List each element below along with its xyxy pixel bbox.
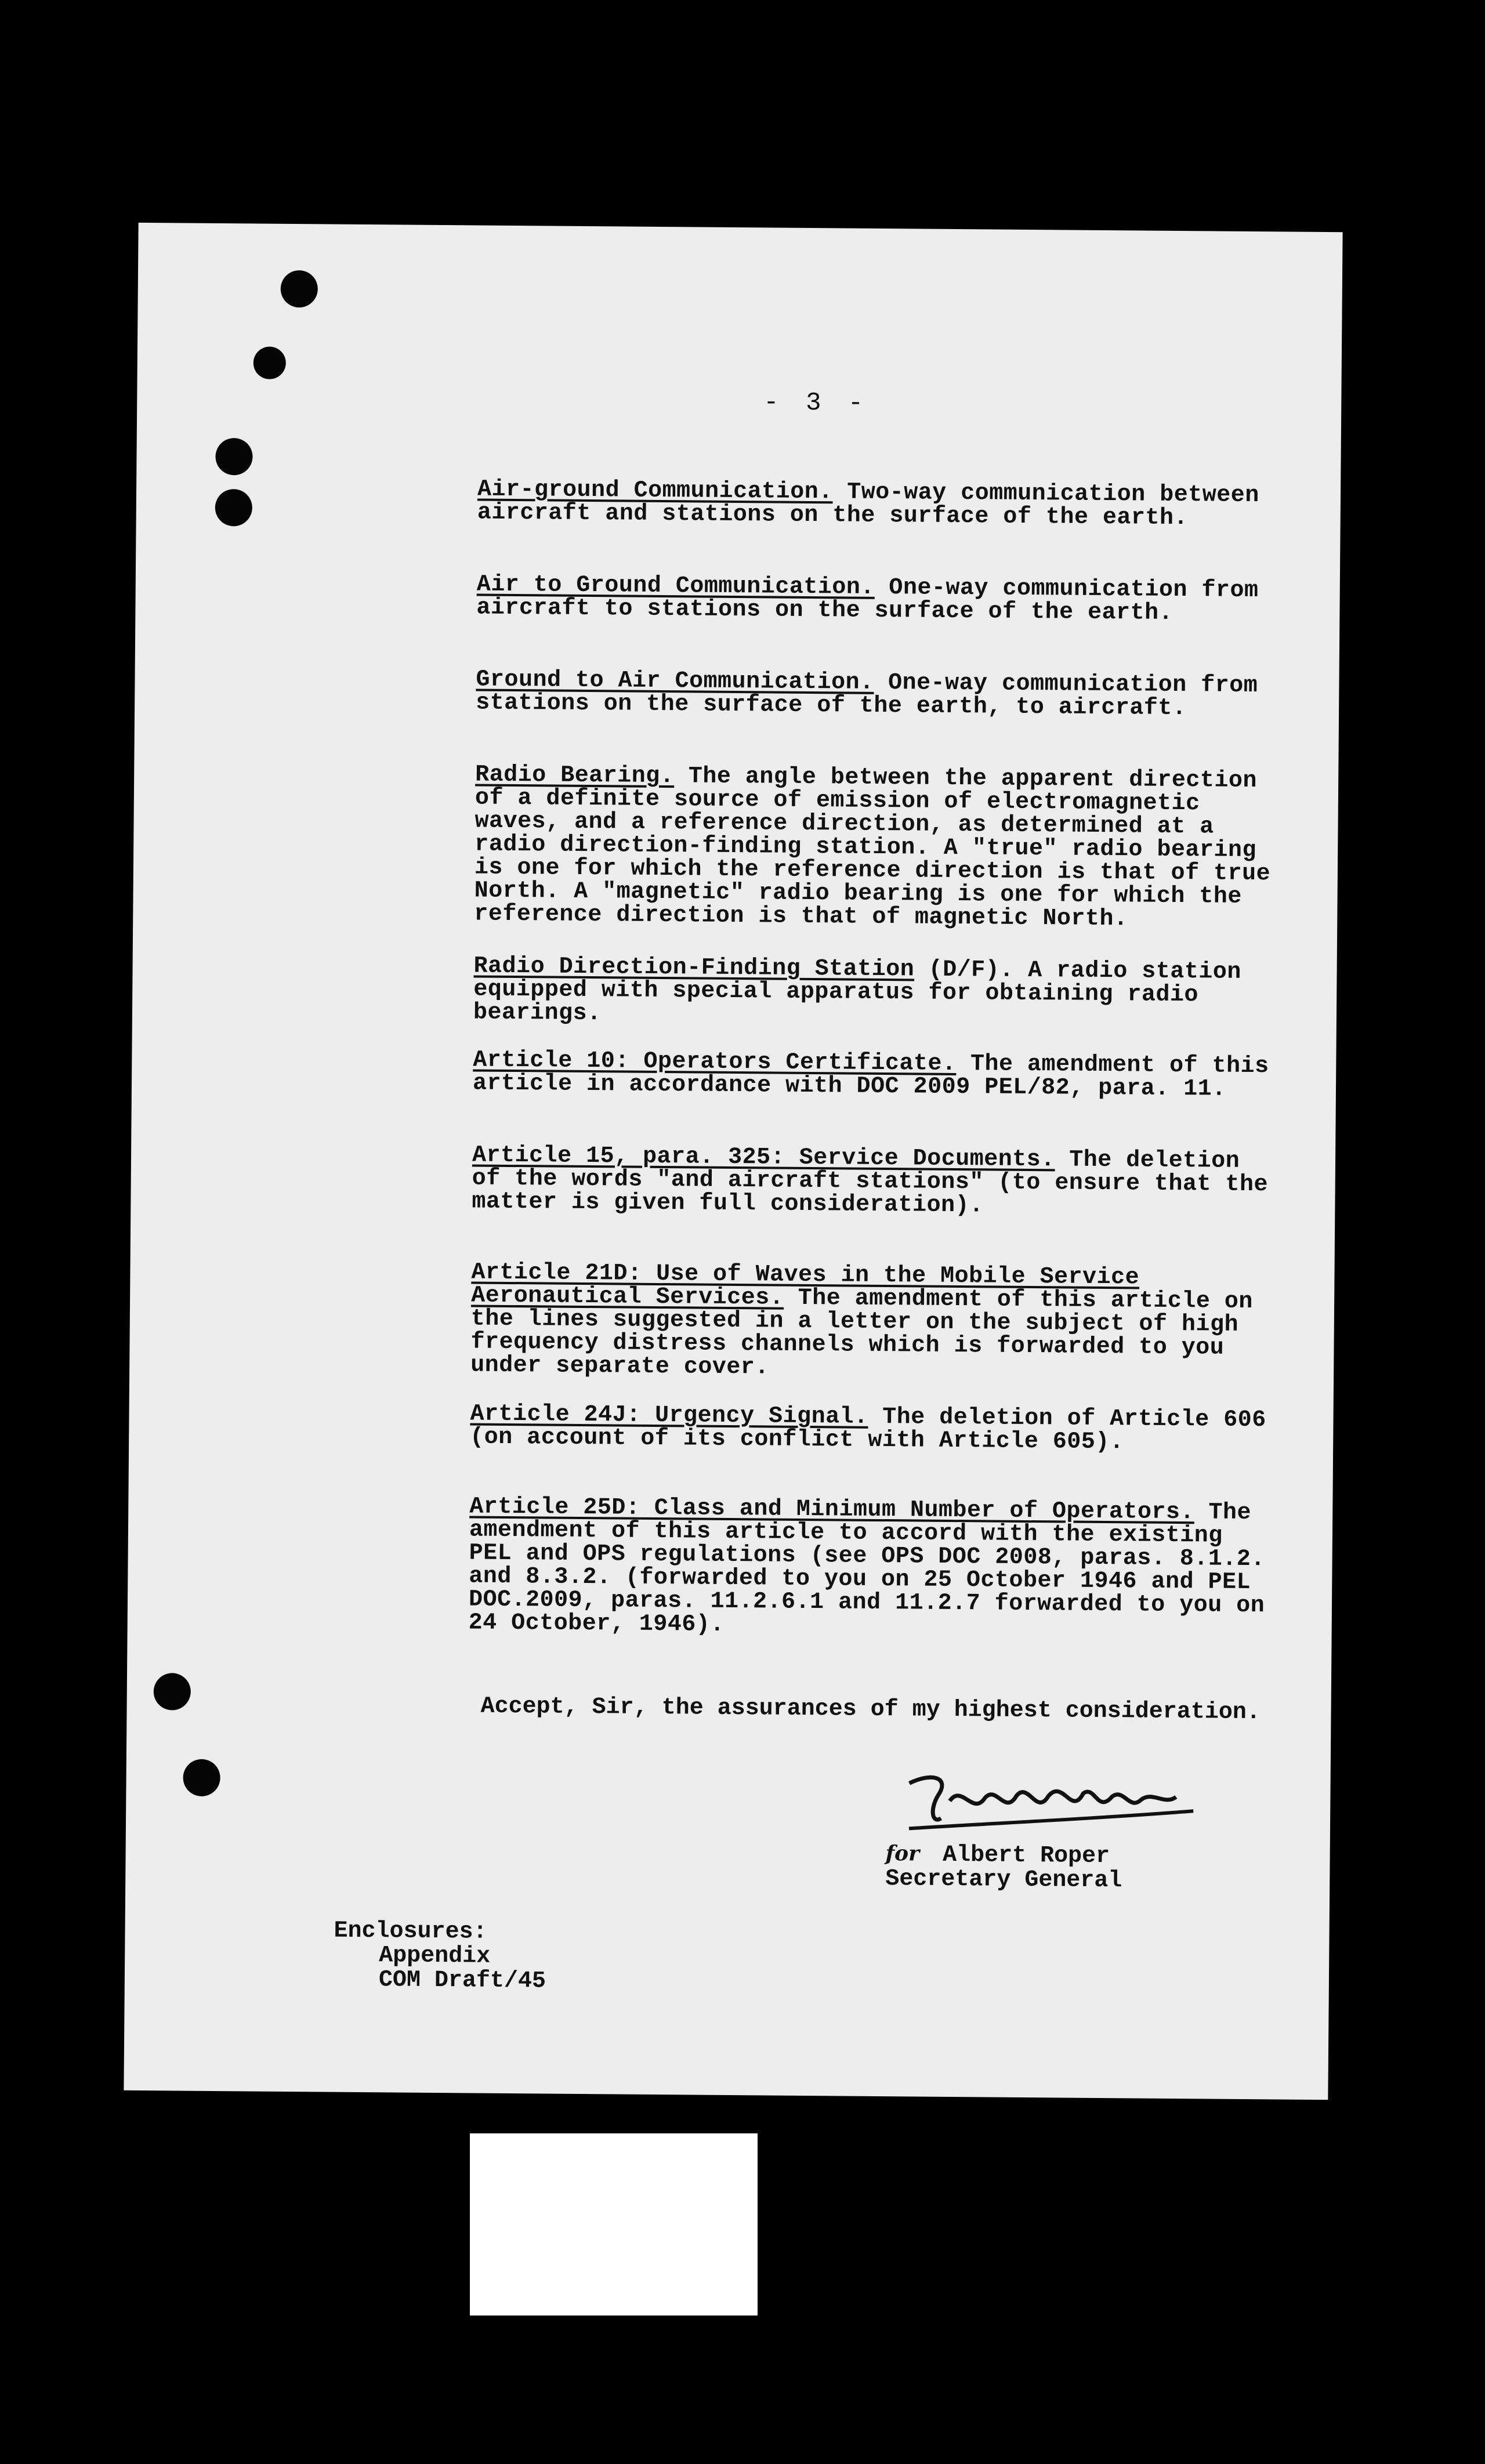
article-paragraph <box>469 1495 1276 1641</box>
definition-paragraph <box>476 573 1283 626</box>
closing-line: Accept, Sir, the assurances of my highest consideration. <box>480 1693 1261 1726</box>
definition-paragraph <box>477 476 1284 532</box>
enclosures-block <box>334 1919 546 1994</box>
paragraph-heading: Radio Bearing. <box>475 762 675 790</box>
handwritten-signature <box>897 1760 1200 1849</box>
paragraph-body: The deletion of Article 606 (on account of its conflict with Article 605). <box>470 1404 1266 1456</box>
article-paragraph <box>470 1403 1277 1455</box>
paragraph-body: The amendment of this article in accordance with DOC 2009 PEL/82, para. 11. <box>472 1051 1269 1103</box>
paragraph-body: Two-way communication between aircraft and stations on the surface of the earth. <box>477 479 1259 532</box>
definition-paragraph <box>476 668 1283 721</box>
paragraph-body: One-way communication from stations on the surface of the earth, to aircraft. <box>476 669 1258 722</box>
paragraph-heading: Article 15, para. 325: Service Documents. <box>472 1142 1055 1173</box>
signer-title: Secretary General <box>885 1866 1122 1894</box>
signer-name: Albert Roper <box>942 1842 1110 1870</box>
paragraph-heading: Article 24J: Urgency Signal. <box>470 1401 868 1430</box>
paragraph-heading: Ground to Air Communication. <box>476 666 874 696</box>
paragraph-heading: Air-ground Communication. <box>477 476 833 506</box>
letter-body <box>124 223 1342 2100</box>
document-page <box>124 223 1342 2100</box>
page-number: - 3 - <box>763 388 870 418</box>
paragraph-heading: Article 21D: Use of Waves in the Mobile Service Aeronautical Services. <box>470 1259 1140 1311</box>
enclosure-item: COM Draft/45 <box>378 1967 546 1995</box>
enclosure-item: Appendix <box>379 1943 491 1970</box>
paragraph-body: The amendment of this article on the lines suggested in a letter on the subject of high frequency distress channels which is forwarded to you under separate cover. <box>470 1285 1254 1381</box>
for-mark: for <box>885 1841 920 1866</box>
paragraph-body: One-way communication from aircraft to stations on the surface of the earth. <box>476 574 1259 626</box>
paragraph-body: The deletion of the words "and aircraft stations" (to ensure that the matter is given full consideration). <box>472 1147 1269 1219</box>
article-paragraph <box>470 1261 1278 1383</box>
paragraph-heading: Article 25D: Class and Minimum Number of Operators. <box>469 1494 1195 1526</box>
paragraph-heading: Air to Ground Communication. <box>476 571 875 601</box>
article-paragraph <box>473 1049 1280 1101</box>
definition-paragraph <box>473 955 1280 1031</box>
paragraph-body: The angle between the apparent direction of a definite source of emission of electromagnetic waves, and a reference direction, as determined at a radio direction-finding station. A "true" radio bearing is one for which the reference direction is that of true North. A "magnetic" radio bearing is one for which the reference direction is that of magnetic North. <box>474 763 1271 933</box>
paragraph-body: (D/F). A radio station equipped with special apparatus for obtaining radio bearings. <box>473 956 1241 1027</box>
enclosures-label: Enclosures: <box>334 1918 487 1945</box>
blank-card <box>470 2133 758 2316</box>
definition-paragraph <box>474 763 1281 932</box>
article-paragraph <box>472 1144 1278 1220</box>
signature-block <box>885 1841 1122 1893</box>
paragraph-heading: Radio Direction-Finding Station <box>473 953 915 983</box>
paragraph-heading: Article 10: Operators Certificate. <box>473 1047 957 1078</box>
paragraph-body: The amendment of this article to accord with the existing PEL and OPS regulations (see OPS DOC 2008, paras. 8.1.2. and 8.3.2. (forwarded to you on 25 October 1946 and PEL DOC.2009, paras. 11.2.6.1 and 11.2.7 forwarded to you on 24 October, 1946). <box>468 1499 1266 1638</box>
